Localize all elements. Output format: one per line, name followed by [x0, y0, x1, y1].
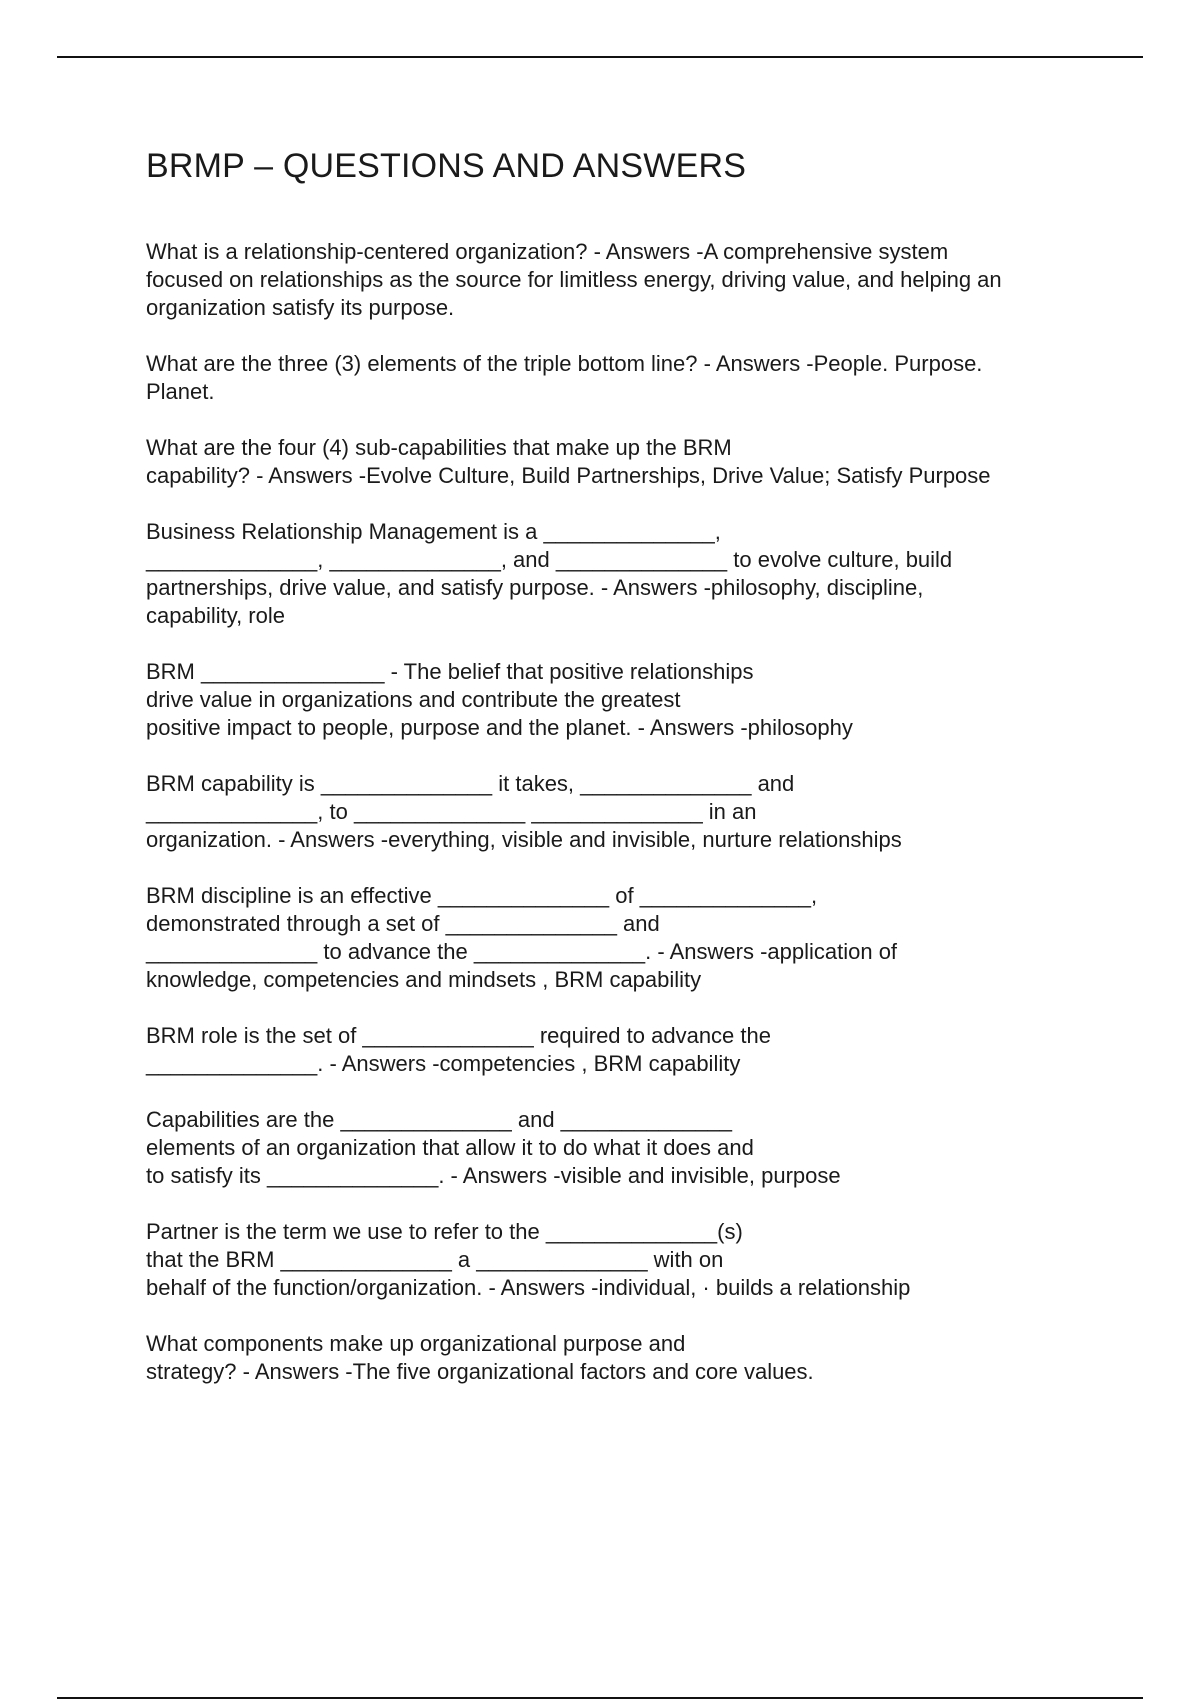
qa-item: Capabilities are the ______________ and ______________ elements of an organization that allow it to do what it does and to satisfy its ______________. - Answers -visible and invisible, purpose — [146, 1107, 841, 1188]
qa-item: What components make up organizational purpose and strategy? - Answers -The five organizational factors and core values. — [146, 1331, 814, 1384]
qa-item: What are the four (4) sub-capabilities that make up the BRM capability? - Answers -Evolve Culture, Build Partnerships, Drive Value; Satisfy Purpose — [146, 435, 991, 488]
top-rule — [57, 56, 1143, 58]
qa-item: What is a relationship-centered organization? - Answers -A comprehensive system focused on relationships as the source for limitless energy, driving value, and helping an organization satisfy its purpose. — [146, 239, 1002, 320]
document-body — [146, 140, 1126, 1414]
qa-item: Business Relationship Management is a ______________, ______________, ______________, and ______________ to evolve culture, build partnerships, drive value, and satisfy purpose. - Answers -philosophy, discipline, capability, role — [146, 519, 953, 628]
qa-item: What are the three (3) elements of the triple bottom line? - Answers -People. Purpose. Planet. — [146, 351, 983, 404]
bottom-rule — [57, 1697, 1143, 1699]
document-title: BRMP – QUESTIONS AND ANSWERS — [146, 147, 747, 185]
qa-item: BRM discipline is an effective ______________ of ______________, demonstrated through a set of ______________ and ______________ to advance the ______________. - Answers -application of knowledge, competencies and mindsets , BRM capability — [146, 883, 898, 992]
qa-item: BRM role is the set of ______________ required to advance the ______________. - Answers -competencies , BRM capability — [146, 1023, 771, 1076]
qa-item: Partner is the term we use to refer to the ______________(s) that the BRM ______________ a ______________ with on behalf of the function/organization. - Answers -individual, · builds a relationship — [146, 1219, 911, 1300]
qa-item: BRM capability is ______________ it takes, ______________ and ______________, to ______________ ______________ in an organization. - Answers -everything, visible and invisible, nurture relationships — [146, 771, 902, 852]
qa-item: BRM _______________ - The belief that positive relationships drive value in organizations and contribute the greatest positive impact to people, purpose and the planet. - Answers -philosophy — [146, 659, 853, 740]
